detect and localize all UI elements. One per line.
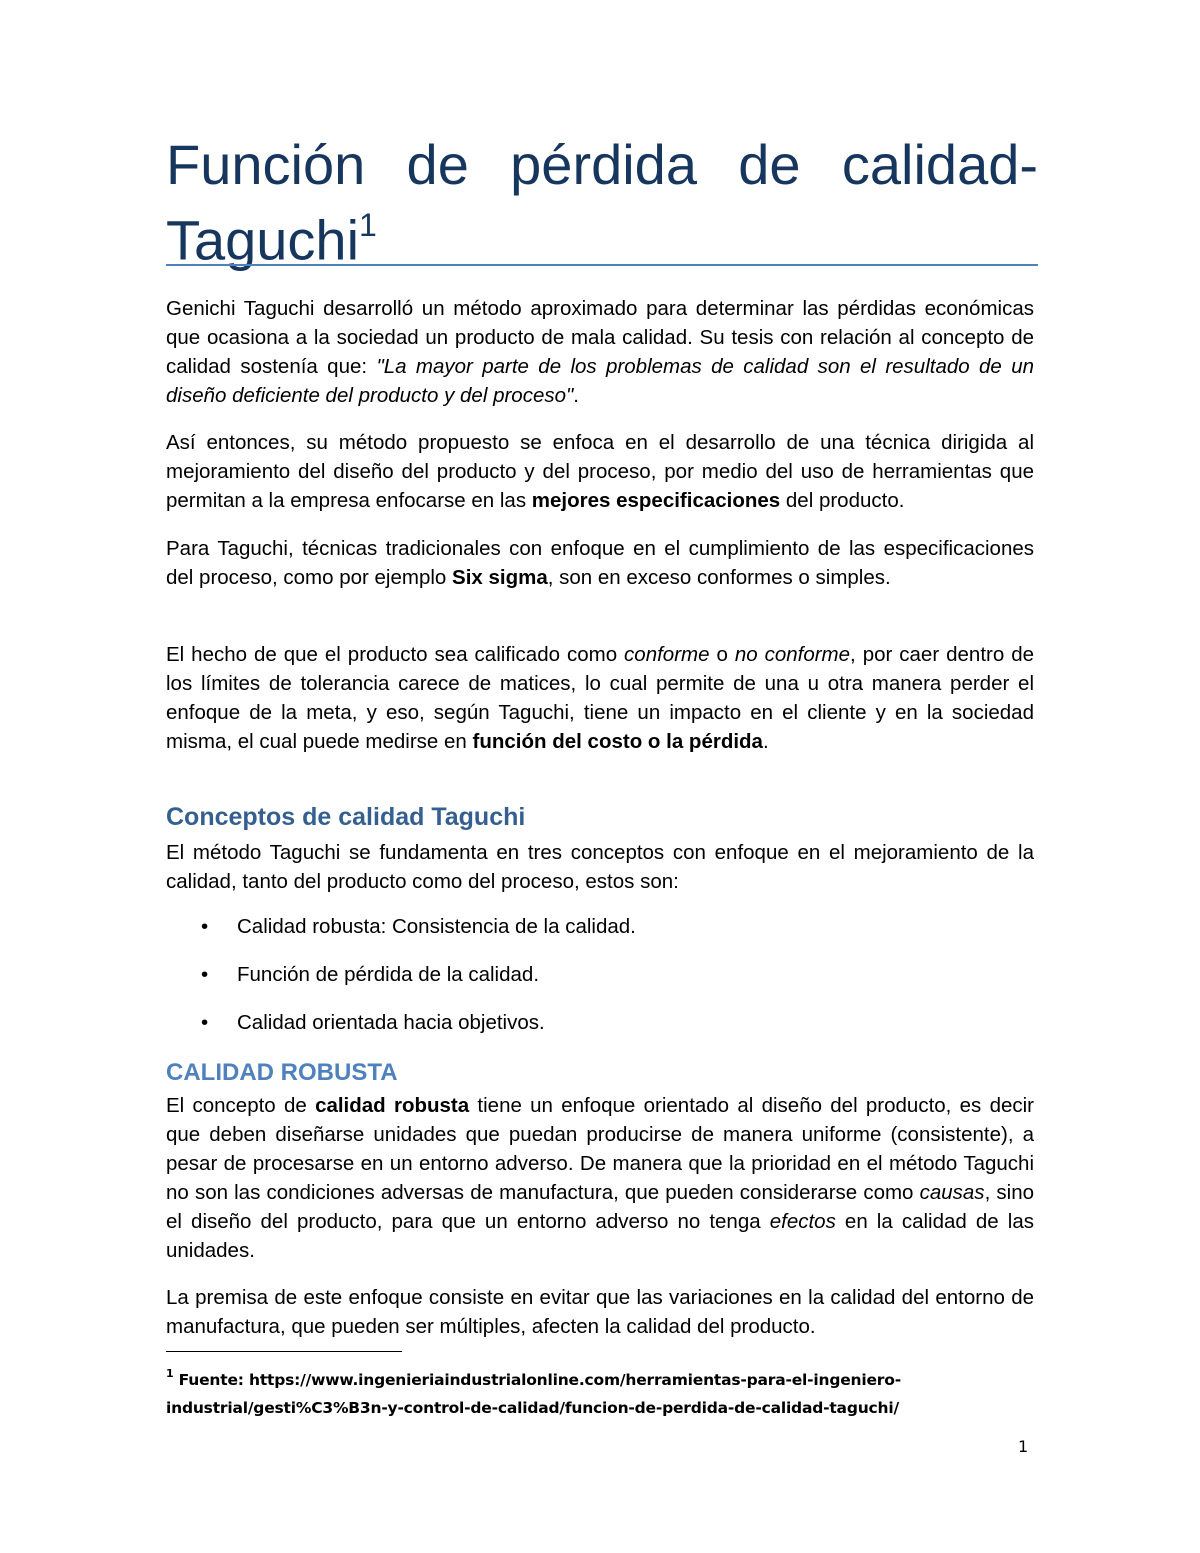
bullet-icon: •: [201, 915, 209, 938]
bullet-icon: •: [201, 1011, 209, 1034]
paragraph-italic: conforme: [624, 643, 710, 666]
paragraph-text: .: [573, 384, 579, 407]
paragraph-bold: mejores especificaciones: [531, 489, 781, 512]
list-item: [166, 960, 1034, 1008]
list-item: [166, 912, 1034, 960]
footnote-separator: [166, 1351, 402, 1352]
paragraph-bold: función del costo o la pérdida: [472, 730, 763, 753]
title-word: de: [738, 133, 801, 196]
paragraph-text: , por caer dentro de los límites de tolerancia carece de matices, lo cual permite de una u otra manera perder el enfoque de la meta, y eso, según Taguchi, tiene un impacto en el cliente y en la sociedad misma, el cual puede medirse en: [166, 643, 1034, 753]
title-line-1: [166, 133, 1038, 197]
paragraph-italic: causas: [919, 1181, 985, 1204]
heading-robust-quality: CALIDAD ROBUSTA: [166, 1059, 398, 1086]
paragraph-intro: [166, 294, 1034, 410]
paragraph-premise: La premisa de este enfoque consiste en evitar que las variaciones en la calidad del entorno de manufactura, que pueden ser múltiples, afecten la calidad del producto.: [166, 1286, 1034, 1338]
paragraph-text: Genichi Taguchi desarrolló un método aproximado para determinar las pérdidas económicas que ocasiona a la sociedad un producto de mala calidad. Su tesis con relación al concepto de calidad sostenía que:: [166, 297, 1034, 378]
title-word: pérdida: [510, 133, 697, 196]
title-word: de: [406, 133, 469, 196]
paragraph-italic: efectos: [769, 1210, 836, 1233]
list-item-text: Calidad robusta: Consistencia de la calidad.: [237, 915, 636, 938]
paragraph-quote: "La mayor parte de los problemas de calidad son el resultado de un diseño deficiente del producto y del proceso": [166, 355, 1034, 407]
paragraph-text: en la calidad de las unidades.: [166, 1210, 1034, 1262]
title-footnote-ref[interactable]: 1: [359, 207, 377, 243]
list-item-text: Función de pérdida de la calidad.: [237, 963, 540, 986]
paragraph-method: [166, 428, 1034, 515]
paragraph-text: El concepto de: [166, 1094, 316, 1117]
footnote-text[interactable]: Fuente: https://www.ingenieriaindustrialonline.com/herramientas-para-el-ingeniero-industrial/gesti%C3%B3n-y-control-de-calidad/funcion-de-perdida-de-calidad-taguchi/: [166, 1371, 901, 1418]
paragraph-conformity: [166, 640, 1034, 756]
heading-concepts: Conceptos de calidad Taguchi: [166, 803, 526, 831]
paragraph-italic: no conforme: [734, 643, 851, 666]
list-item: [166, 1008, 1034, 1056]
paragraph-text: Para Taguchi, técnicas tradicionales con enfoque en el cumplimiento de las especificaciones del proceso, como por ejemplo: [166, 537, 1034, 589]
paragraph-text: .: [762, 730, 769, 753]
document-title: [166, 133, 1038, 273]
paragraph-text: o: [709, 643, 735, 666]
paragraph-text: tiene un enfoque orientado al diseño del producto, es decir que deben diseñarse unidades que puedan producirse de manera uniforme (consistente), a pesar de procesarse en un entorno adverso. De manera que la prioridad en el método Taguchi no son las condiciones adversas de manufactura, que pueden considerarse como: [166, 1094, 1035, 1204]
paragraph-text: del producto.: [780, 489, 905, 512]
paragraph-text: , son en exceso conformes o simples.: [547, 566, 891, 589]
footnote-number: 1: [166, 1367, 174, 1380]
page-number: 1: [1018, 1437, 1029, 1456]
paragraph-six-sigma: [166, 534, 1034, 592]
title-word: Función: [166, 133, 366, 196]
footnote: [166, 1362, 1034, 1422]
title-line-2: [166, 197, 1038, 273]
paragraph-robust-quality: [166, 1091, 1034, 1265]
list-item-text: Calidad orientada hacia objetivos.: [237, 1011, 545, 1034]
paragraph-text: El hecho de que el producto sea calificado como: [166, 643, 625, 666]
title-word: Taguchi: [166, 208, 360, 272]
title-divider: [166, 264, 1038, 266]
concepts-list: [166, 912, 1034, 1056]
paragraph-text: Así entonces, su método propuesto se enfoca en el desarrollo de una técnica dirigida al mejoramiento del diseño del producto y del proceso, por medio del uso de herramientas que permitan a la empresa enfocarse en las: [166, 431, 1034, 512]
paragraph-text: , sino el diseño del producto, para que un entorno adverso no tenga: [166, 1181, 1035, 1233]
paragraph-concepts-intro: El método Taguchi se fundamenta en tres conceptos con enfoque en el mejoramiento de la calidad, tanto del producto como del proceso, estos son:: [166, 841, 1034, 893]
paragraph-bold: calidad robusta: [315, 1094, 470, 1117]
paragraph-bold: Six sigma: [452, 566, 548, 589]
title-word: calidad-: [841, 133, 1038, 196]
bullet-icon: •: [201, 963, 209, 986]
